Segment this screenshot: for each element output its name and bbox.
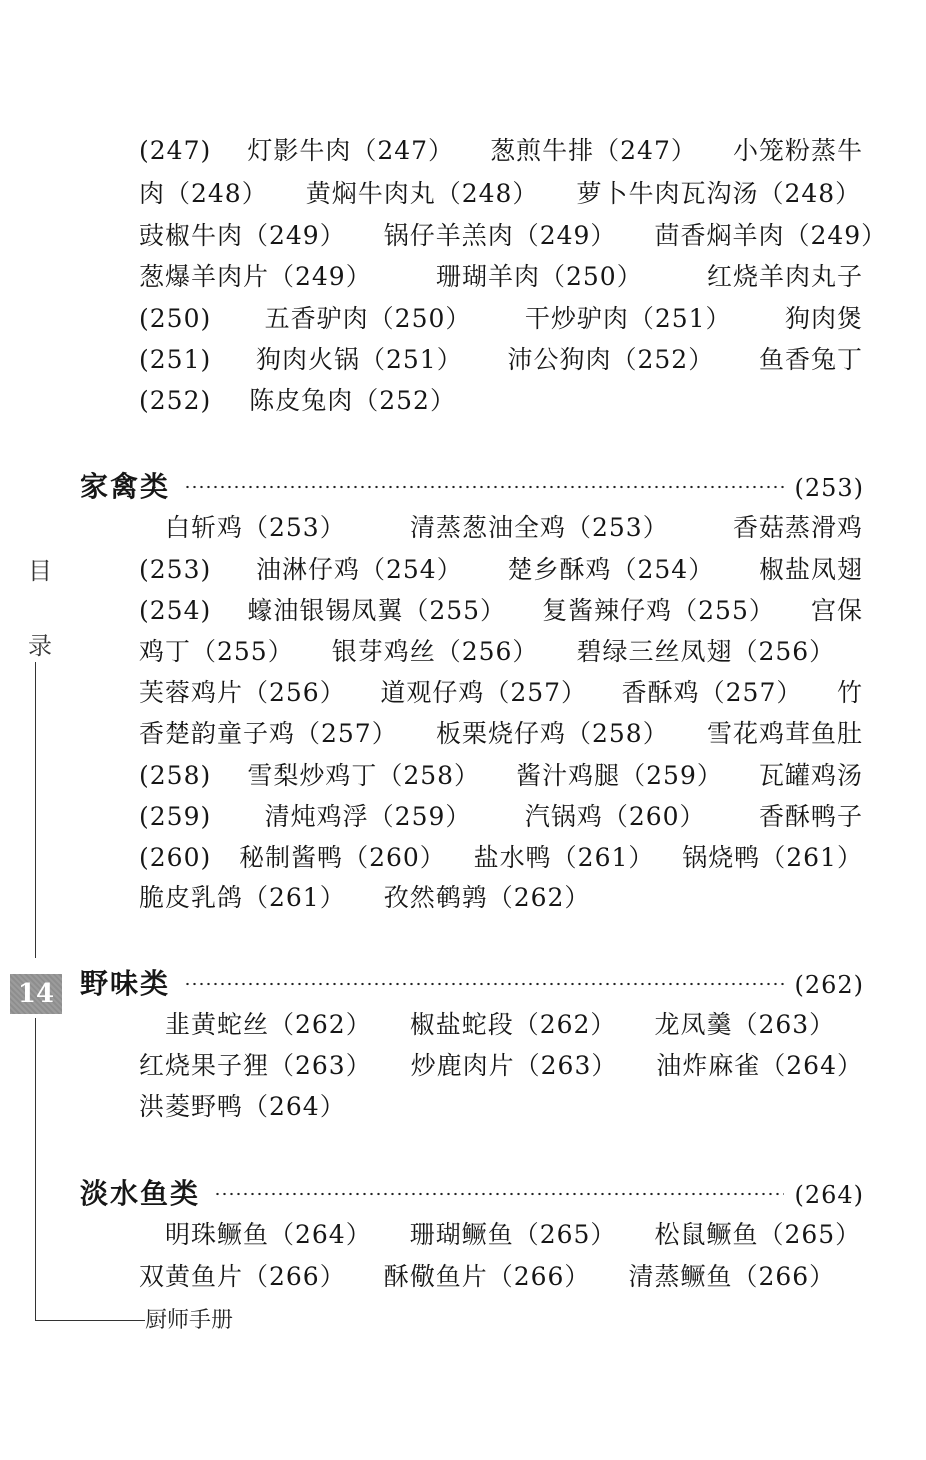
toc-line: [139, 380, 863, 421]
section-heading: [80, 1172, 864, 1216]
toc-line: [139, 713, 863, 754]
toc-entry: 茴香焖羊肉（249）: [654, 221, 888, 250]
toc-entry: 香楚韵童子鸡（257）: [139, 719, 398, 748]
toc-entry: 明珠鳜鱼（264）: [165, 1220, 372, 1249]
toc-line: [139, 1045, 863, 1086]
toc-entry: 豉椒牛肉（249）: [139, 221, 346, 250]
toc-line: [139, 755, 863, 796]
toc-entry: 沛公狗肉（252）: [507, 345, 715, 374]
toc-entry: 清炖鸡浮（259）: [264, 802, 472, 831]
toc-line: [139, 215, 888, 256]
toc-entry: 复酱辣仔鸡（255）: [542, 596, 775, 625]
toc-line: [139, 339, 863, 380]
toc-entry: 葱爆羊肉片（249）: [139, 262, 372, 291]
toc-entry: 雪花鸡茸鱼肚: [706, 719, 863, 748]
toc-entry: (252): [139, 386, 212, 415]
toc-line: [139, 631, 863, 672]
toc-line: [165, 507, 863, 548]
toc-line: [139, 256, 863, 297]
toc-entry: 香酥鸡（257）: [621, 678, 803, 707]
toc-entry: 双黄鱼片（266）: [139, 1262, 346, 1291]
toc-entry: 白斩鸡（253）: [165, 513, 346, 542]
toc-line: [139, 877, 863, 918]
toc-entry: 松鼠鳜鱼（265）: [654, 1220, 862, 1249]
toc-entry: 锅烧鸭（261）: [682, 843, 863, 872]
toc-entry: 韭黄蛇丝（262）: [165, 1010, 372, 1039]
toc-entry: 红烧果子狸（263）: [139, 1051, 372, 1080]
toc-line: [139, 590, 863, 631]
toc-entry: (250): [139, 304, 212, 333]
toc-entry: 酥儆鱼片（266）: [383, 1262, 591, 1291]
toc-entry: 珊瑚羊肉（250）: [435, 262, 643, 291]
toc-entry: 鸡丁（255）: [139, 637, 294, 666]
toc-entry: 黄焖牛肉丸（248）: [305, 179, 539, 208]
toc-entry: 油淋仔鸡（254）: [256, 555, 463, 584]
toc-line: [139, 549, 863, 590]
dot-leader: [184, 484, 784, 490]
section-title: 野味类: [80, 967, 171, 1000]
toc-line: [139, 796, 863, 837]
toc-entry: 鱼香兔丁: [758, 345, 863, 374]
toc-entry: (258): [139, 761, 212, 790]
dot-leader: [214, 1191, 784, 1197]
toc-entry: 芙蓉鸡片（256）: [139, 678, 346, 707]
section-page-ref: (262): [794, 971, 864, 999]
toc-entry: 红烧羊肉丸子: [706, 262, 863, 291]
toc-entry: 干炒驴肉（251）: [524, 304, 732, 333]
toc-line: [139, 298, 863, 339]
toc-line: [165, 1214, 863, 1255]
toc-entry: 酱汁鸡腿（259）: [516, 761, 723, 790]
toc-entry: 孜然鹌鹑（262）: [383, 883, 591, 912]
toc-entry: (247): [139, 136, 212, 165]
section-heading: [80, 962, 864, 1006]
toc-entry: 香菇蒸滑鸡: [732, 513, 863, 542]
toc-entry: 龙凤羹（263）: [654, 1010, 836, 1039]
toc-entry: 洪菱野鸭（264）: [139, 1092, 346, 1121]
toc-entry: (259): [139, 802, 212, 831]
toc-line: [139, 1256, 863, 1297]
toc-entry: 油炸麻雀（264）: [656, 1051, 863, 1080]
toc-entry: 清蒸葱油全鸡（253）: [409, 513, 669, 542]
toc-entry: 狗肉煲: [784, 304, 863, 333]
toc-entry: 小笼粉蒸牛: [732, 136, 863, 165]
toc-entry: 陈皮兔肉（252）: [249, 386, 456, 415]
toc-entry: 椒盐蛇段（262）: [409, 1010, 617, 1039]
toc-entry: 瓦罐鸡汤: [758, 761, 863, 790]
toc-entry: 五香驴肉（250）: [264, 304, 472, 333]
section-page-ref: (264): [794, 1181, 864, 1209]
toc-entry: (251): [139, 345, 212, 374]
toc-entry: 炒鹿肉片（263）: [410, 1051, 618, 1080]
toc-entry: 道观仔鸡（257）: [380, 678, 588, 707]
side-rule-lower: [35, 1018, 36, 1320]
dot-leader: [184, 981, 784, 987]
toc-entry: 楚乡酥鸡（254）: [507, 555, 715, 584]
toc-entry: 椒盐凤翅: [758, 555, 863, 584]
footer-book-title: 厨师手册: [145, 1308, 234, 1333]
toc-entry: 秘制酱鸭（260）: [239, 843, 446, 872]
toc-line: [139, 1086, 863, 1127]
toc-line: [139, 173, 863, 214]
page-number-badge: 14: [10, 974, 62, 1014]
toc-entry: 蠔油银锡凤翼（255）: [247, 596, 507, 625]
side-char-lu: 录: [28, 632, 52, 660]
toc-entry: 锅仔羊羔肉（249）: [383, 221, 617, 250]
toc-entry: 葱煎牛排（247）: [490, 136, 697, 165]
section-heading: [80, 465, 864, 509]
toc-line: [139, 672, 863, 713]
toc-entry: (254): [139, 596, 212, 625]
toc-entry: (260): [139, 843, 212, 872]
toc-entry: 肉（248）: [139, 179, 268, 208]
toc-entry: 雪梨炒鸡丁（258）: [247, 761, 481, 790]
toc-entry: 灯影牛肉（247）: [247, 136, 455, 165]
toc-entry: (253): [139, 555, 212, 584]
toc-entry: 汽锅鸡（260）: [524, 802, 706, 831]
toc-line: [165, 1004, 863, 1045]
toc-entry: 碧绿三丝凤翅（256）: [576, 637, 836, 666]
toc-entry: 萝卜牛肉瓦沟汤（248）: [576, 179, 862, 208]
section-title: 淡水鱼类: [80, 1177, 201, 1210]
toc-entry: 香酥鸭子: [758, 802, 863, 831]
toc-entry: 狗肉火锅（251）: [256, 345, 463, 374]
toc-entry: 宫保: [810, 596, 863, 625]
section-page-ref: (253): [794, 474, 864, 502]
toc-entry: 银芽鸡丝（256）: [331, 637, 539, 666]
toc-line: [139, 130, 863, 171]
side-rule-upper: [35, 662, 36, 958]
toc-entry: 竹: [836, 678, 863, 707]
side-char-mu: 目: [28, 557, 52, 585]
section-title: 家禽类: [80, 470, 171, 503]
toc-entry: 珊瑚鳜鱼（265）: [409, 1220, 617, 1249]
footer-rule: [35, 1320, 145, 1321]
toc-entry: 清蒸鳜鱼（266）: [628, 1262, 836, 1291]
toc-entry: 盐水鸭（261）: [473, 843, 655, 872]
toc-entry: 脆皮乳鸽（261）: [139, 883, 346, 912]
toc-entry: 板栗烧仔鸡（258）: [435, 719, 669, 748]
toc-line: [139, 837, 863, 878]
